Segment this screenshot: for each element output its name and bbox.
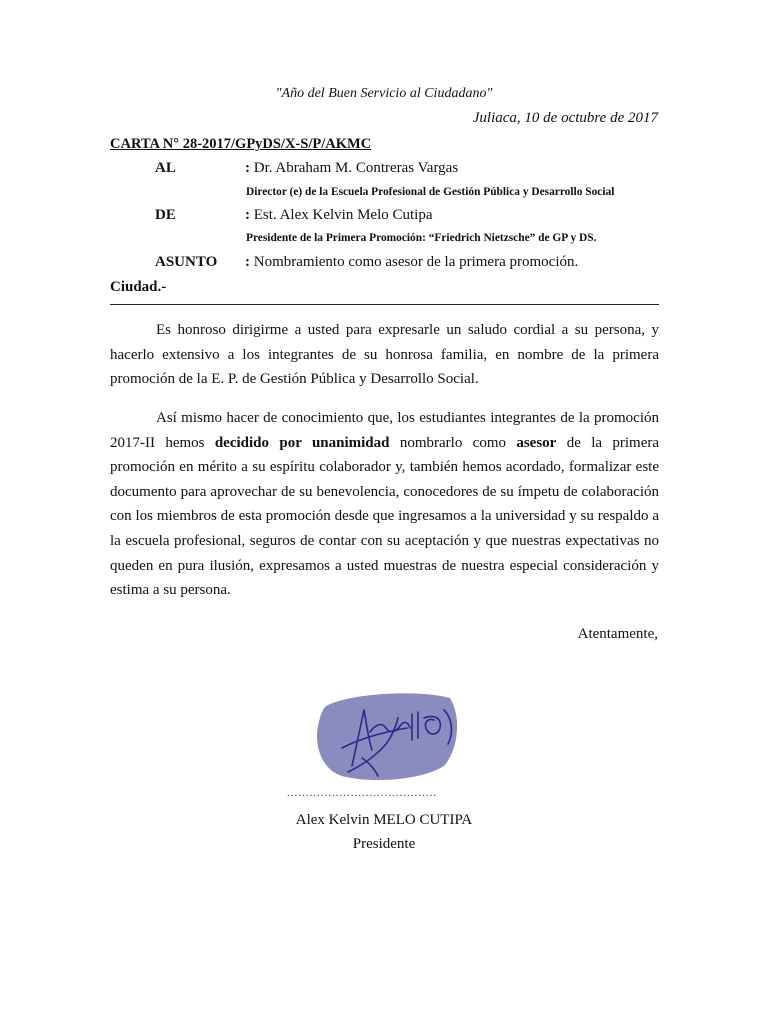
paragraph-2-part-3: de la primera promoción en mérito a su espíritu colaborador y, también hemos acordado, formalizar este documento para aprovechar de su benevolencia, conocedores de su ímpetu de colaboración con los miembros de esta promoción desde que ingresamos a la universidad y su respaldo a la escuela profesional, seguros de contar con su aceptación y que nuestras expectativas no queden en pura ilusión, expresamos a usted muestras de nuestra especial consideración y estima a su persona. xyxy=(110,434,660,599)
header-colon: : xyxy=(245,160,250,176)
body-paragraph-1 xyxy=(110,318,659,392)
signature-line: ........................................ xyxy=(287,787,437,799)
closing-phrase: Atentamente, xyxy=(577,626,658,642)
header-value-asunto xyxy=(245,254,578,271)
letter-reference: CARTA N° 28-2017/GPyDS/X-S/P/AKMC xyxy=(110,136,372,152)
paragraph-2-part-2: nombrarlo como xyxy=(389,434,517,451)
header-value-de xyxy=(245,207,432,224)
signature-image xyxy=(312,688,462,788)
place-and-date: Juliaca, 10 de octubre de 2017 xyxy=(472,110,658,126)
paragraph-2-text xyxy=(110,406,659,603)
header-label-asunto: ASUNTO xyxy=(155,254,218,270)
signature-graphic xyxy=(312,688,462,788)
signer-role: Presidente xyxy=(352,836,416,852)
header-divider xyxy=(110,304,659,305)
signature-background xyxy=(317,693,457,780)
paragraph-1-text: Es honroso dirigirme a usted para expresarle un saludo cordial a su persona, y hacerlo extensivo a los integrantes de su honrosa familia, en nombre de la primera promoción de la E. P. de Gestión Pública y Desarrollo Social. xyxy=(110,322,659,388)
header-label-de: DE xyxy=(155,207,176,223)
signer-name: Alex Kelvin MELO CUTIPA xyxy=(295,812,473,828)
paragraph-2-part-1: Así mismo hacer de conocimiento que, los estudiantes integrantes de la promoción 2017-II hemos xyxy=(110,410,659,451)
recipient-name: Dr. Abraham M. Contreras Vargas xyxy=(253,160,459,176)
header-value-al xyxy=(245,160,458,177)
header-label-al: AL xyxy=(155,160,176,176)
sender-name: Est. Alex Kelvin Melo Cutipa xyxy=(253,207,433,223)
sender-title: Presidente de la Primera Promoción: “Friedrich Nietzsche” de GP y DS. xyxy=(246,232,597,244)
year-motto: "Año del Buen Servicio al Ciudadano" xyxy=(275,86,493,101)
paragraph-2-bold-unanimity: decidido por unanimidad xyxy=(214,434,390,451)
header-colon: : xyxy=(245,207,250,223)
subject-text: Nombramiento como asesor de la primera promoción. xyxy=(253,254,579,270)
body-paragraph-2 xyxy=(110,406,659,603)
recipient-title: Director (e) de la Escuela Profesional de Gestión Pública y Desarrollo Social xyxy=(246,186,615,198)
paragraph-2-bold-advisor: asesor xyxy=(516,434,557,451)
city-salutation: Ciudad.- xyxy=(110,279,167,295)
header-colon: : xyxy=(245,254,250,270)
